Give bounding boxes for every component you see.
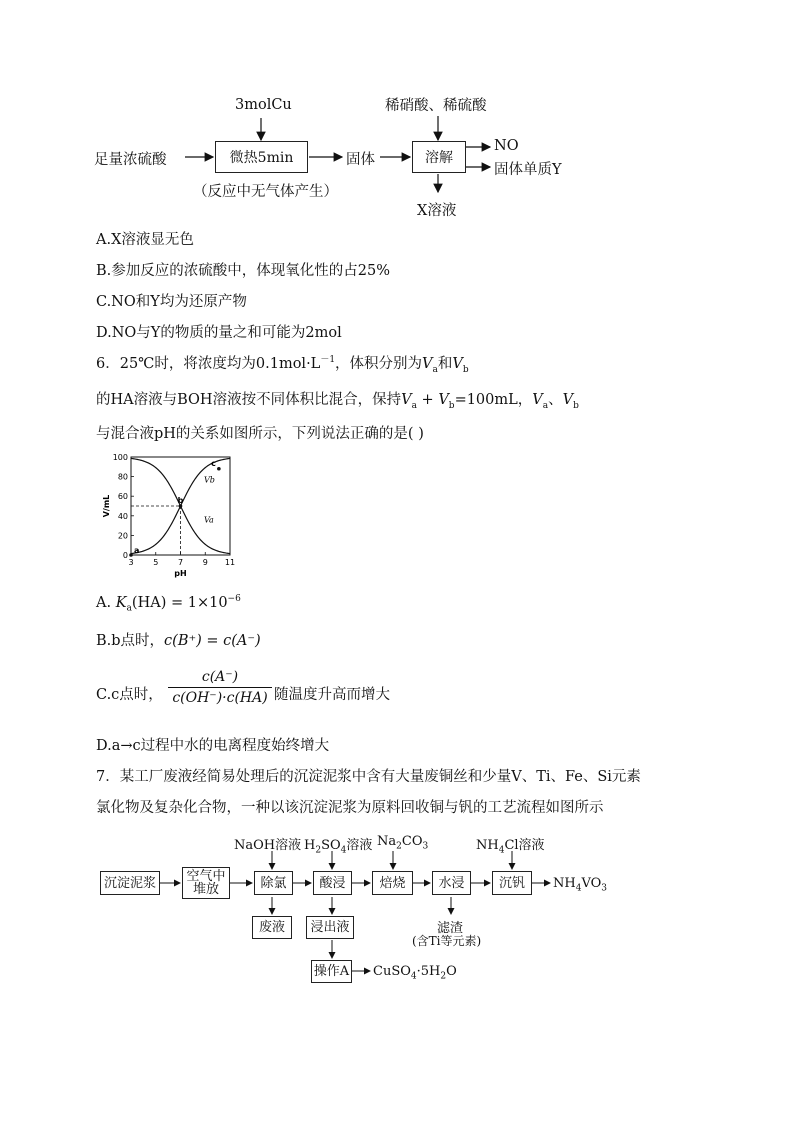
na2co3-sub2: 2 (396, 841, 402, 852)
vb-symbol: V (452, 356, 463, 372)
nh4vo3-sub4: 4 (575, 883, 582, 894)
vb-sub-2: b (448, 400, 455, 411)
h2so4-label (304, 834, 372, 856)
vb-symbol-2: V (438, 392, 449, 408)
no-gas-note: （反应中无气体产生） (193, 184, 338, 200)
x-tick-label: 3 (128, 558, 134, 567)
vb-sub: b (462, 364, 469, 375)
q5-option-d: D.NO与Y的物质的量之和可能为2mol (96, 325, 342, 341)
vanadium-precip-box: 沉钒 (492, 871, 532, 895)
cuso4-o: O (446, 964, 457, 979)
q7-stem-line2: 氯化物及复杂化合物，一种以该沉淀泥浆为原料回收铜与钒的工艺流程如图所示 (96, 800, 604, 816)
cuso4-label (373, 964, 457, 982)
acids-label: 稀硝酸、稀硫酸 (385, 98, 487, 114)
nh4vo3-vo: VO (581, 876, 602, 891)
ka-sub: a (126, 603, 132, 614)
y-tick-label: 40 (117, 511, 128, 521)
ka-symbol: K (115, 594, 127, 611)
y-tick-label: 20 (117, 531, 128, 541)
va-sub-3: a (542, 400, 549, 411)
q6-stem-text-a: 6．25℃时，将浓度均为0.1mol·L (96, 356, 321, 372)
cuso4-cuso: CuSO (373, 964, 411, 979)
air-line2: 堆放 (192, 882, 219, 897)
q6-stem-line3: 与混合液pH的关系如图所示，下列说法正确的是( ) (96, 426, 424, 442)
q6-a-exp: −6 (227, 594, 241, 604)
va-symbol-2: V (401, 392, 412, 408)
q6-stem2-sep: 、 (548, 392, 563, 408)
q6-c-rest: 随温度升高而增大 (274, 687, 390, 703)
x-tick-label: 11 (224, 558, 236, 567)
h2so4-sub4: 4 (340, 845, 347, 856)
vb-sub-3: b (573, 400, 579, 411)
q6-option-c: C.c点时， (96, 687, 163, 703)
na2co3-label (377, 834, 428, 852)
cuso4-sub2: 2 (440, 971, 447, 982)
q6-stem2-eq: =100mL， (454, 392, 533, 408)
q6-stem-line2: 的HA溶液与BOH溶液按不同体积比混合，保持$V_a + V_b=100mL$，$V_a$、$V_b$ (96, 392, 579, 411)
q6-stem-text-b: ，体积分别为 (335, 356, 423, 372)
x-tick-label: 7 (177, 558, 184, 567)
roasting-box: 焙烧 (372, 871, 413, 895)
x-tick-label: 9 (202, 558, 208, 567)
slurry-box: 沉淀泥浆 (100, 871, 160, 895)
heat-box: 微热5min (215, 141, 308, 173)
operation-a-box: 操作A (311, 960, 352, 983)
series-label-vb: Vb (204, 475, 215, 485)
leachate-box: 浸出液 (306, 916, 354, 939)
cuso4-sub4: 4 (410, 971, 417, 982)
h2so4-so: SO (321, 838, 341, 853)
y-tick-label: 60 (117, 492, 128, 502)
slag-label: 滤渣 (437, 921, 464, 936)
fraction-numerator: c(A⁻) (201, 669, 239, 685)
x-axis-label: pH (174, 569, 187, 578)
q6-and: 和 (437, 356, 453, 372)
naoh-label: NaOH溶液 (234, 838, 302, 853)
no-label: NO (494, 138, 519, 154)
y-axis-label: V/mL (102, 494, 111, 518)
nh4vo3-nh: NH (553, 876, 576, 891)
start-label: 足量浓硫酸 (94, 152, 167, 168)
dechlorination-box: 除氯 (254, 871, 293, 895)
h2so4-rest: 溶液 (346, 838, 373, 853)
nh4vo3-label (553, 876, 607, 894)
cu-label: 3molCu (235, 97, 292, 113)
h2so4-sub2: 2 (315, 845, 322, 856)
point-label-c: c (211, 458, 216, 468)
q6-b-expr: c(B⁺) = c(A⁻) (164, 633, 261, 649)
va-sub-2: a (411, 400, 417, 411)
nh4cl-rest: Cl溶液 (504, 838, 545, 853)
q6-stem2-text: 的HA溶液与BOH溶液按不同体积比混合，保持 (96, 392, 402, 408)
x-solution-label: X溶液 (417, 203, 457, 219)
cuso4-hydrate: ·5H (416, 964, 441, 979)
x-tick-label: 5 (153, 558, 159, 567)
point-label-a: a (134, 546, 140, 555)
q7-stem-line1: 7．某工厂废液经简易处理后的沉淀泥浆中含有大量废铜丝和少量V、Ti、Fe、Si元素 (96, 769, 641, 785)
series-label-va: Va (204, 515, 214, 525)
va-symbol: V (422, 356, 433, 372)
water-leach-box: 水浸 (432, 871, 471, 895)
q5-option-a: A.X溶液显无色 (96, 232, 194, 248)
na2co3-co: CO (401, 834, 423, 849)
acid-leach-box: 酸浸 (313, 871, 352, 895)
nh4cl-label (476, 834, 545, 856)
va-symbol-3: V (532, 392, 543, 408)
solid-label: 固体 (346, 152, 375, 168)
air-line1: 空气中 (186, 869, 226, 884)
y-tick-label: 0 (122, 551, 128, 560)
y-tick-label: 100 (112, 453, 128, 462)
q5-option-b: B.参加反应的浓硫酸中，体现氧化性的占25% (96, 263, 390, 279)
va-sub: a (432, 364, 438, 375)
fraction-denominator: c(OH⁻)·c(HA) (172, 690, 268, 706)
q6-option-d: D.a→c过程中水的电离程度始终增大 (96, 738, 330, 754)
q6-stem-sup: －1 (320, 355, 336, 366)
slag-note: (含Ti等元素) (412, 934, 482, 948)
nh4cl-nh: NH (476, 838, 499, 853)
h2so4-h: H (304, 838, 316, 853)
nh4vo3-sub3: 3 (601, 883, 608, 894)
y-label: 固体单质Y (494, 162, 562, 178)
q6-b-text: B.b点时， (96, 633, 165, 649)
air-stacking-box (182, 867, 230, 899)
vb-symbol-3: V (562, 392, 574, 408)
na2co3-sub3: 3 (422, 841, 429, 852)
q5-option-c: C.NO和Y均为还原产物 (96, 294, 247, 310)
point-label-b: b (177, 496, 184, 505)
y-tick-label: 80 (117, 472, 128, 482)
waste-liquid-box: 废液 (252, 916, 292, 939)
na2co3-na: Na (377, 834, 397, 849)
nh4cl-sub4: 4 (498, 845, 505, 856)
q6-a-rest: (HA) = 1×10 (131, 594, 228, 611)
dissolve-box: 溶解 (412, 141, 466, 173)
q6-a-prefix: A. (96, 594, 112, 611)
